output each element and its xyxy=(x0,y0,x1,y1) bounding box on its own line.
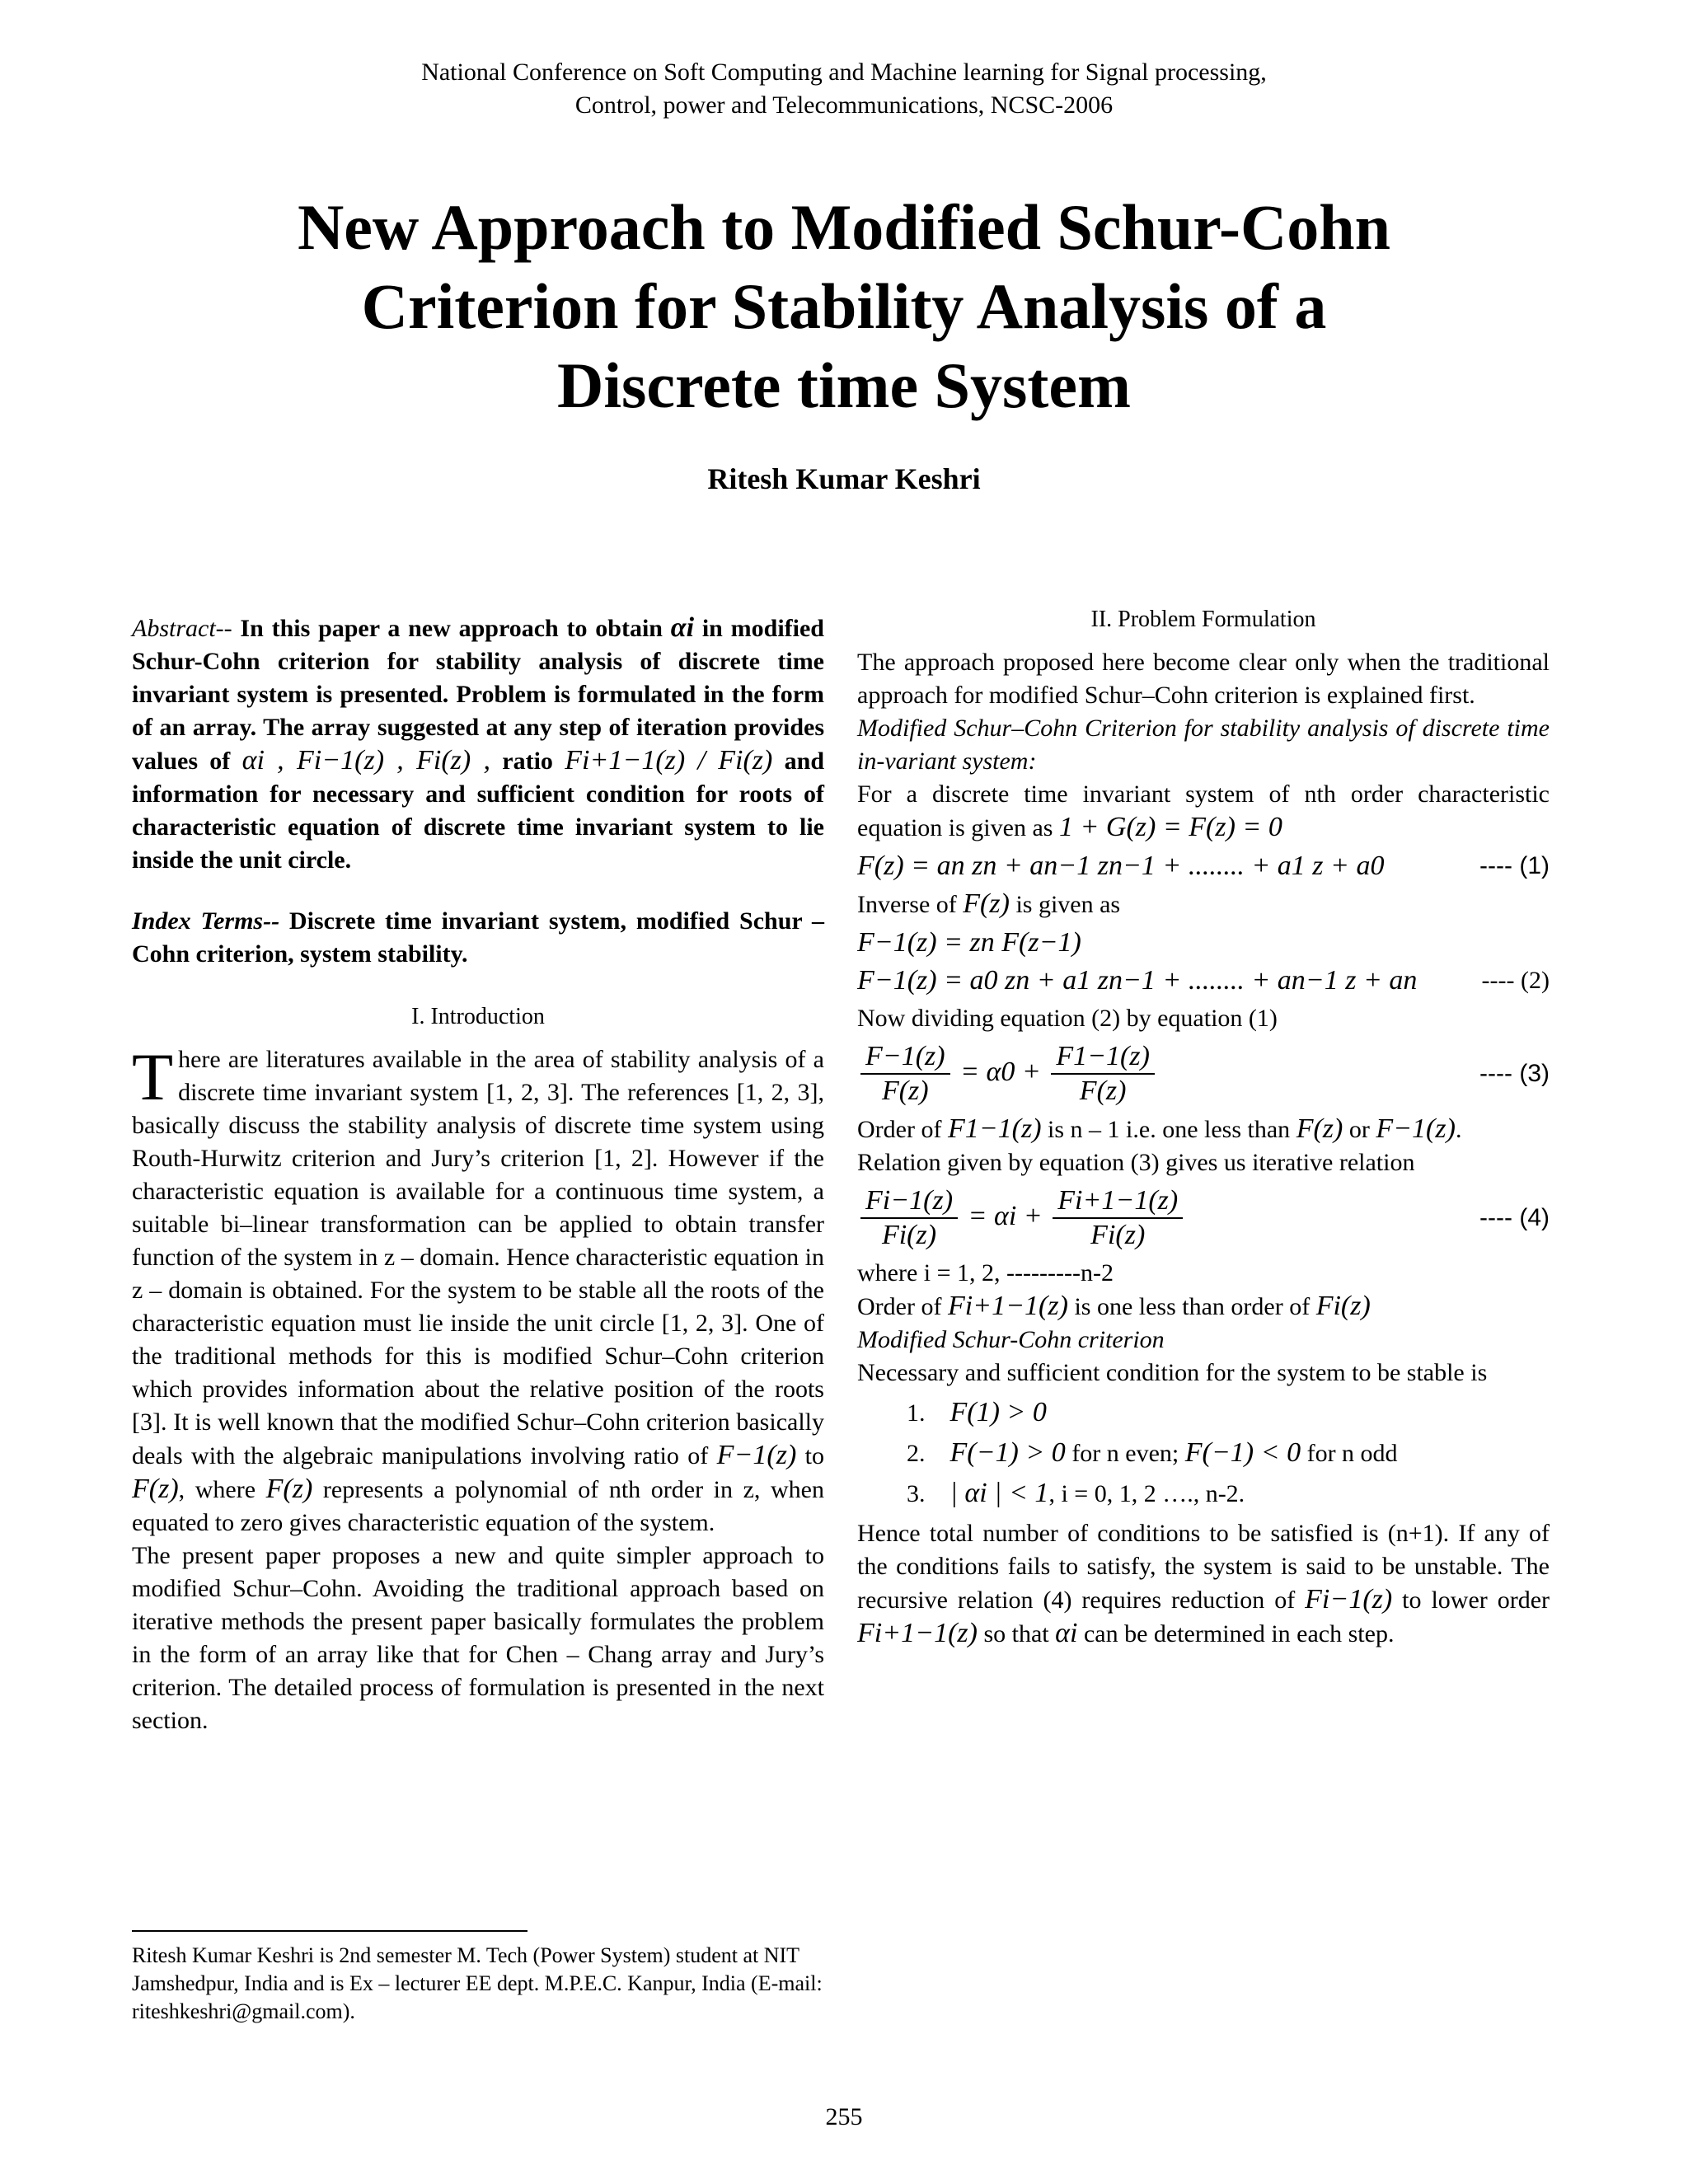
equation-4-rhs-denominator: Fi(z) xyxy=(1090,1220,1146,1250)
necessary-condition-statement: Necessary and sufficient condition for the system to be stable is xyxy=(857,1359,1488,1386)
intro-text-1: here are literatures available in the area of stability analysis of a discrete time invariant system [1, 2, 3]. The references [1, 2, 3], basically discuss the stability analysis of discrete time system using Routh-Hurwitz criterion and Jury’s criterion [1, 2]. However if the characteristic equation is available for a continuous time system, a suitable bi–linear transformation can be applied to obtain transfer function of the system in z – domain. Hence characteristic equation in z – domain is obtained. For the system to be stable all the roots of the characteristic equation must lie inside the unit circle [1, 2, 3]. One of the traditional methods for this is modified Schur–Cohn criterion which provides information about the relative position of the roots [3]. It is well known that the modified Schur–Cohn criterion basically deals with the algebraic manipulations involving ratio of xyxy=(132,1046,824,1469)
equation-2-expression: F−1(z) = a0 zn + a1 zn−1 + ........ + an−1 z + an xyxy=(857,965,1418,996)
equation-3-lhs-denominator: F(z) xyxy=(881,1076,929,1106)
abstract-ratio-label: ratio xyxy=(490,748,565,775)
where-i-statement: where i = 1, 2, ---------n-2 xyxy=(857,1259,1114,1286)
abstract-alpha: αi xyxy=(670,612,695,643)
equation-4-lhs-fraction xyxy=(860,1184,958,1252)
section-2-heading: II. Problem Formulation xyxy=(1090,607,1316,632)
order-statement-2 xyxy=(857,1290,1550,1324)
inverse-statement xyxy=(857,888,1550,921)
equation-4-lhs-denominator: Fi(z) xyxy=(881,1220,937,1250)
order-2-math-fi: Fi(z) xyxy=(1315,1291,1371,1321)
equation-4-lhs-numerator: Fi−1(z) xyxy=(860,1184,958,1219)
conference-header xyxy=(0,56,1688,122)
condition-1-math: F(1) > 0 xyxy=(950,1397,1047,1427)
section-1-heading: I. Introduction xyxy=(411,1004,545,1029)
equation-3-rhs-fraction xyxy=(1051,1040,1155,1108)
equation-4 xyxy=(857,1184,1550,1252)
intro-math-f: F(z) xyxy=(132,1474,179,1504)
equation-4-number: ---- (4) xyxy=(1479,1204,1550,1231)
closing-paragraph xyxy=(857,1517,1550,1651)
author-name: Ritesh Kumar Keshri xyxy=(707,462,981,495)
condition-3-text: , i = 0, 1, 2 …., n-2. xyxy=(1048,1480,1245,1507)
intro-text-to: to xyxy=(796,1442,824,1469)
right-column xyxy=(857,603,1550,1651)
condition-1-number: 1. xyxy=(907,1399,926,1427)
abstract-text-1: In this paper a new approach to obtain xyxy=(232,615,671,642)
subheading-modified-schur-cohn: Modified Schur-Cohn criterion xyxy=(857,1326,1165,1353)
abstract xyxy=(132,612,824,877)
order-statement-1 xyxy=(857,1113,1550,1146)
equation-3-number: ---- (3) xyxy=(1479,1060,1550,1087)
closing-math-alpha: αi xyxy=(1055,1618,1078,1648)
closing-text-c: so that xyxy=(977,1620,1056,1647)
condition-2-text: for n even; xyxy=(1065,1440,1185,1467)
condition-1 xyxy=(907,1396,1550,1430)
equation-inverse-expression: F−1(z) = zn F(z−1) xyxy=(857,927,1081,958)
relation-statement: Relation given by equation (3) gives us iterative relation xyxy=(857,1149,1415,1176)
problem-text-2: For a discrete time invariant system of nth order characteristic equation is given as xyxy=(857,780,1550,841)
condition-2-math-2: F(−1) < 0 xyxy=(1184,1437,1301,1468)
intro-paragraph-2: The present paper proposes a new and quite simpler approach to modified Schur–Cohn. Avoiding the traditional approach based on iterative methods the present paper basically formulates the problem in the form of an array like that for Chen – Chang array and Jury’s criterion. The detailed process of formulation is presented in the next section. xyxy=(132,1542,824,1734)
order-2-math-fi1-inverse: Fi+1−1(z) xyxy=(947,1291,1068,1321)
intro-math-f-inverse: F−1(z) xyxy=(716,1440,797,1470)
order-2-text-b: is one less than order of xyxy=(1067,1293,1316,1320)
equation-3-expression xyxy=(857,1040,1158,1108)
dropcap-letter: T xyxy=(132,1039,174,1114)
equation-2 xyxy=(857,964,1550,997)
inverse-math: F(z) xyxy=(963,888,1010,919)
left-column xyxy=(132,612,824,1737)
condition-2 xyxy=(907,1436,1550,1470)
conference-line-1: National Conference on Soft Computing and Machine learning for Signal processing, xyxy=(421,59,1267,86)
index-terms xyxy=(132,905,824,971)
abstract-label: Abstract-- xyxy=(132,615,232,642)
equation-4-middle: = αi + xyxy=(968,1200,1043,1231)
equation-4-expression xyxy=(857,1184,1186,1252)
stability-conditions-list xyxy=(857,1396,1550,1511)
equation-3-rhs-numerator: F1−1(z) xyxy=(1051,1040,1155,1075)
inverse-end: is given as xyxy=(1009,891,1121,918)
equation-inverse-definition xyxy=(857,926,1550,959)
order-2-text-a: Order of xyxy=(857,1293,948,1320)
condition-2-math: F(−1) > 0 xyxy=(950,1437,1066,1468)
order-1-math-f: F(z) xyxy=(1296,1113,1343,1144)
condition-2-text-2: for n odd xyxy=(1301,1440,1398,1467)
author-footnote: Ritesh Kumar Keshri is 2nd semester M. Tech (Power System) student at NIT Jamshedpur, India and is Ex – lecturer EE dept. M.P.E.C. Kanpur, India (E-mail: riteshkeshri@gmail.com). xyxy=(132,1943,823,2023)
equation-3 xyxy=(857,1040,1550,1108)
title-line-2: Criterion for Stability Analysis of a xyxy=(361,270,1327,342)
problem-paragraph-1: The approach proposed here become clear only when the traditional approach for modified Schur–Cohn criterion is explained first. xyxy=(857,649,1550,709)
equation-3-lhs-numerator: F−1(z) xyxy=(860,1040,950,1075)
condition-3-number: 3. xyxy=(907,1480,926,1507)
condition-2-number: 2. xyxy=(907,1440,926,1467)
equation-3-lhs-fraction xyxy=(860,1040,950,1108)
equation-3-middle: = α0 + xyxy=(960,1056,1041,1087)
intro-paragraph-1 xyxy=(132,1039,824,1540)
closing-text-b: to lower order xyxy=(1392,1586,1550,1614)
equation-1-number: ---- (1) xyxy=(1479,852,1550,879)
abstract-text-2: in modified Schur-Cohn criterion for stability analysis of discrete time invariant system is presented. Problem is formulated in the form of an array. The array suggested at any step of iteration provides values of xyxy=(132,615,824,775)
abstract-values-math: αi , Fi−1(z) , Fi(z) , xyxy=(241,745,490,776)
closing-math-fi1-inverse: Fi+1−1(z) xyxy=(857,1618,978,1648)
order-1-text-end: . xyxy=(1455,1116,1462,1143)
equation-4-rhs-numerator: Fi+1−1(z) xyxy=(1053,1184,1183,1219)
intro-text-where: , where xyxy=(178,1476,266,1503)
equation-2-number: ---- (2) xyxy=(1481,967,1550,994)
abstract-text-3: and information for necessary and sufficient condition for roots of characteristic equation of discrete time invariant system to lie inside the unit circle. xyxy=(132,748,825,874)
dividing-statement: Now dividing equation (2) by equation (1) xyxy=(857,1005,1278,1032)
characteristic-equation-math: 1 + G(z) = F(z) = 0 xyxy=(1058,812,1282,842)
index-terms-label: Index Terms-- xyxy=(132,907,280,935)
equation-1-expression: F(z) = an zn + an−1 zn−1 + ........ + a1 z + a0 xyxy=(857,851,1385,881)
footnote-rule xyxy=(132,1930,528,1932)
condition-3-math: | αi | < 1 xyxy=(950,1478,1049,1508)
order-1-text-or: or xyxy=(1343,1116,1376,1143)
subheading-schur-cohn-stability: Modified Schur–Cohn Criterion for stability analysis of discrete time in-variant system: xyxy=(857,715,1550,775)
closing-math-fi-inverse: Fi−1(z) xyxy=(1305,1584,1393,1615)
equation-1 xyxy=(857,850,1550,883)
equation-4-rhs-fraction xyxy=(1053,1184,1183,1252)
order-1-math-f-inverse: F−1(z) xyxy=(1376,1113,1456,1144)
closing-text-a: Hence total number of conditions to be satisfied is (n+1). If any of the conditions fails to satisfy, the system is said to be unstable. The recursive relation (4) requires reduction of xyxy=(857,1520,1550,1614)
page-number: 255 xyxy=(825,2103,863,2130)
problem-paragraph-2 xyxy=(857,778,1550,845)
intro-text-end: represents a polynomial of nth order in z, when equated to zero gives characteristic equation of the system. xyxy=(132,1476,824,1536)
conference-line-2: Control, power and Telecommunications, NCSC-2006 xyxy=(574,91,1114,119)
abstract-ratio-math: Fi+1−1(z) / Fi(z) xyxy=(565,745,773,776)
condition-3 xyxy=(907,1477,1550,1511)
order-1-text-a: Order of xyxy=(857,1116,948,1143)
index-terms-text: Discrete time invariant system, modified Schur – Cohn criterion, system stability. xyxy=(132,907,824,968)
closing-text-d: can be determined in each step. xyxy=(1077,1620,1395,1647)
paper-title xyxy=(0,188,1688,425)
equation-3-rhs-denominator: F(z) xyxy=(1079,1076,1127,1106)
intro-math-f-2: F(z) xyxy=(265,1474,313,1504)
order-1-math-f1-inverse: F1−1(z) xyxy=(947,1113,1042,1144)
title-line-3: Discrete time System xyxy=(557,349,1131,421)
title-line-1: New Approach to Modified Schur-Cohn xyxy=(297,191,1391,263)
order-1-text-b: is n – 1 i.e. one less than xyxy=(1041,1116,1296,1143)
inverse-text: Inverse of xyxy=(857,891,964,918)
